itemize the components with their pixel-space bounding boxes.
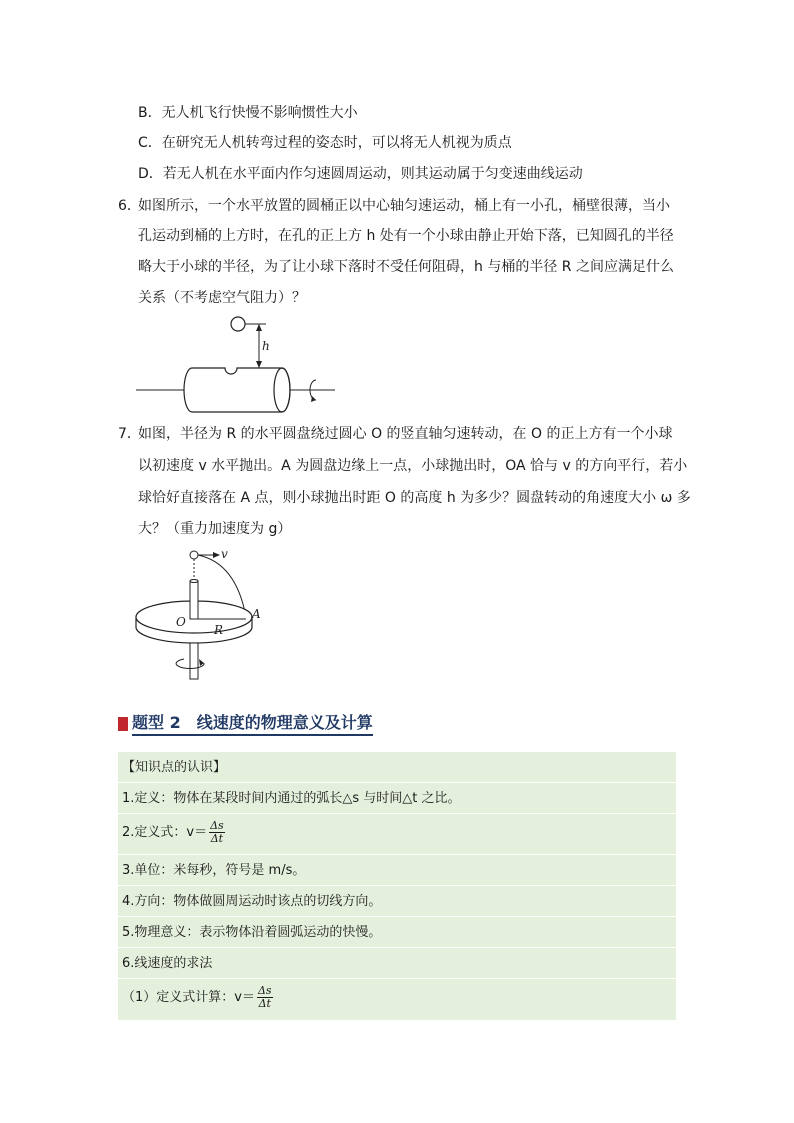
q7-number: 7． (118, 426, 141, 442)
q6-number: 6． (118, 198, 141, 214)
knowledge-row-3 (118, 855, 676, 886)
frac-denominator: Δt (258, 997, 271, 1010)
section-title-text: 题型 2 线速度的物理意义及计算 (132, 713, 373, 736)
section-marker (118, 717, 128, 731)
q7-line-2: 以初速度 v 水平抛出。A 为圆盘边缘上一点，小球抛出时，OA 恰与 v 的方向平行，若小 (138, 458, 688, 474)
knowledge-item-1: 1.定义：物体在某段时间内通过的弧长△s 与时间△t 之比。 (122, 791, 461, 806)
knowledge-row-4 (118, 886, 676, 917)
q6-line-3: 略大于小球的半径，为了让小球下落时不受任何阻碍，h 与桶的半径 R 之间应满足什么 (138, 259, 674, 275)
knowledge-item-2-prefix: 2.定义式：v＝ (122, 825, 208, 840)
option-d: D．若无人机在水平面内作匀速圆周运动，则其运动属于匀变速曲线运动 (138, 166, 583, 182)
knowledge-item-4: 4.方向：物体做圆周运动时该点的切线方向。 (122, 894, 382, 909)
delta-s-over-delta-t (209, 820, 225, 845)
knowledge-item-7-prefix: （1）定义式计算：v＝ (122, 990, 255, 1005)
knowledge-box (118, 752, 676, 1020)
delta-s-over-delta-t (257, 985, 273, 1010)
knowledge-row-7 (118, 979, 676, 1020)
knowledge-header-row (118, 752, 676, 783)
knowledge-item-3: 3.单位：米每秒，符号是 m/s。 (122, 863, 306, 878)
label-a: A (252, 607, 261, 621)
axle-lower (190, 643, 198, 679)
section-title (118, 712, 373, 736)
q7-line-3: 球恰好直接落在 A 点，则小球抛出时距 O 的高度 h 为多少？圆盘转动的角速度大小 ω 多 (138, 490, 691, 506)
falling-ball (231, 317, 245, 331)
knowledge-item-2 (122, 820, 225, 845)
q7-disc-figure (130, 545, 280, 685)
thrown-ball (190, 551, 198, 559)
knowledge-item-7 (122, 985, 273, 1010)
label-r: R (214, 623, 224, 637)
frac-numerator: Δs (257, 984, 272, 997)
q6-line-2: 孔运动到桶的上方时，在孔的正上方 h 处有一个小球由静止开始下落，已知圆孔的半径 (138, 228, 674, 244)
knowledge-row-5 (118, 917, 676, 948)
frac-numerator: Δs (210, 819, 224, 832)
label-h: h (262, 339, 270, 353)
knowledge-header: 【知识点的认识】 (122, 760, 227, 775)
label-v: v (221, 547, 228, 561)
frac-denominator: Δt (210, 832, 224, 845)
knowledge-item-6: 6.线速度的求法 (122, 956, 213, 971)
label-o: O (176, 615, 186, 629)
knowledge-row-1 (118, 783, 676, 814)
q7-line-1: 如图，半径为 R 的水平圆盘绕过圆心 O 的竖直轴匀速转动，在 O 的正上方有一个小球 (138, 426, 673, 442)
option-c: C．在研究无人机转弯过程的姿态时，可以将无人机视为质点 (138, 135, 512, 151)
option-b: B．无人机飞行快慢不影响惯性大小 (138, 105, 358, 121)
axle-upper (190, 581, 198, 619)
q6-line-1: 如图所示，一个水平放置的圆桶正以中心轴匀速运动，桶上有一小孔，桶壁很薄，当小 (138, 198, 670, 214)
q6-cylinder-figure (130, 310, 350, 420)
knowledge-item-5: 5.物理意义：表示物体沿着圆弧运动的快慢。 (122, 925, 382, 940)
knowledge-row-6 (118, 948, 676, 979)
knowledge-row-2 (118, 814, 676, 855)
q7-line-4: 大？（重力加速度为 g） (138, 521, 292, 537)
q6-line-4: 关系（不考虑空气阻力）？ (138, 290, 306, 306)
